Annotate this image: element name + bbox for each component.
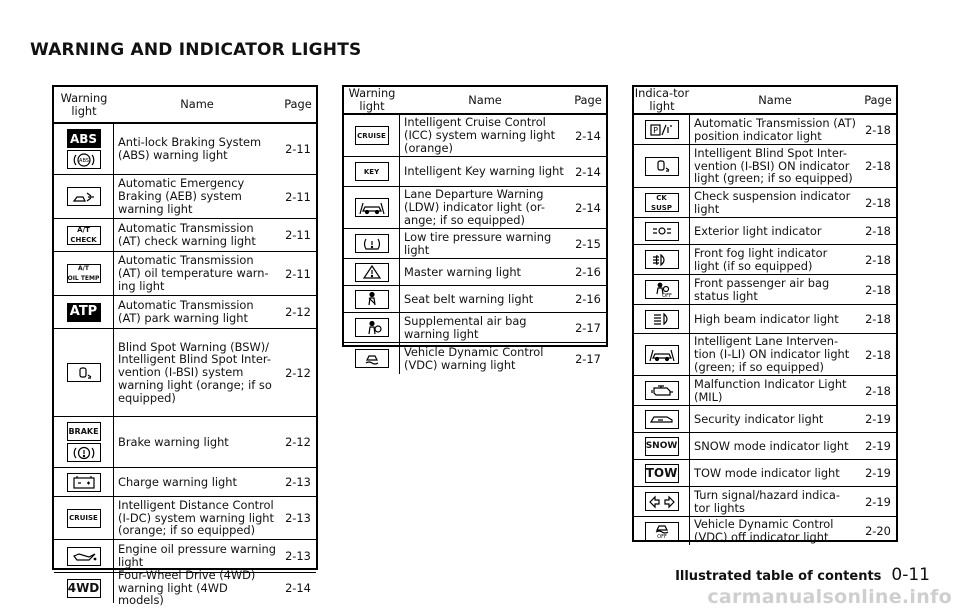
light-name: Seat belt warning light [404, 291, 534, 306]
table-header [634, 87, 896, 115]
indicator-lights-table [632, 85, 898, 542]
light-name: Four-Wheel Drive (4WD) warning light (4WD models) [118, 567, 256, 608]
svg-text:OFF: OFF [661, 292, 672, 298]
header-page: Page [284, 97, 312, 112]
page-footer [675, 565, 930, 585]
table-row [634, 516, 896, 545]
light-icon-cell [344, 229, 400, 258]
page-reference[interactable]: 2-11 [285, 189, 311, 204]
table-row [344, 258, 606, 285]
page-reference[interactable]: 2-13 [285, 511, 311, 525]
security-car-icon [645, 410, 679, 429]
light-icon-cell [344, 115, 400, 156]
footer-section-label: Illustrated table of contents [675, 569, 882, 584]
page-reference[interactable]: 2-19 [865, 412, 891, 426]
table-body [54, 124, 316, 608]
snow-icon: SNOW [645, 437, 679, 456]
page-reference[interactable]: 2-12 [285, 365, 311, 380]
light-name: Automatic Transmission (AT) oil temperature warn-ing light [118, 253, 269, 293]
light-name: TOW mode indicator light [694, 465, 840, 480]
table-row [344, 312, 606, 342]
table-row [54, 567, 316, 608]
vdc-icon [355, 349, 389, 368]
light-icon-cell [634, 145, 690, 187]
abs-circle-icon [67, 150, 101, 169]
page-reference[interactable]: 2-17 [575, 320, 601, 335]
4wd-icon: 4WD [67, 579, 101, 598]
light-icon-cell [344, 187, 400, 228]
page-reference[interactable]: 2-11 [285, 142, 311, 156]
light-icon-cell [634, 487, 690, 516]
page-reference[interactable]: 2-15 [575, 236, 601, 251]
light-name: Check suspension indicator light [694, 188, 851, 216]
light-icon-cell [54, 175, 114, 218]
warning-lights-table-2 [342, 85, 608, 372]
light-name: Front passenger air bag status light [694, 275, 830, 303]
light-name: Brake warning light [118, 434, 229, 449]
ck-susp-icon: CK SUSP [645, 193, 679, 212]
page-reference[interactable]: 2-18 [865, 224, 891, 238]
seat-belt-icon [355, 290, 389, 309]
header-warning-light: Warning light [60, 90, 108, 118]
tire-pressure-icon [355, 234, 389, 253]
airbag-icon [355, 318, 389, 337]
light-icon-cell [634, 517, 690, 545]
light-name: Intelligent Blind Spot Inter-vention (I-BSI) ON indicator light (green; if so equipped) [694, 145, 853, 186]
page-reference[interactable]: 2-19 [865, 494, 891, 509]
page-reference[interactable]: 2-19 [865, 439, 891, 453]
page-reference[interactable]: 2-14 [285, 581, 311, 595]
light-icon-cell [634, 334, 690, 375]
light-icon-cell [344, 313, 400, 342]
light-name: Master warning light [404, 264, 521, 279]
page-reference[interactable]: 2-18 [865, 282, 891, 297]
light-icon-cell [634, 275, 690, 304]
light-name: Malfunction Indicator Light (MIL) [694, 376, 847, 404]
svg-text:P: P [652, 125, 658, 135]
page-reference[interactable]: 2-16 [575, 265, 601, 279]
bsw-icon [67, 363, 101, 382]
table-row [344, 186, 606, 228]
table-row [634, 486, 896, 516]
brake-circle-icon [67, 443, 101, 462]
light-name: Vehicle Dynamic Control (VDC) warning light [404, 344, 544, 372]
page-reference[interactable]: 2-18 [865, 195, 891, 210]
table-row [344, 285, 606, 312]
table-row [344, 342, 606, 374]
battery-icon [67, 473, 101, 492]
light-name: SNOW mode indicator light [694, 438, 849, 453]
light-name: Intelligent Distance Control (I-DC) system warning light (orange; if so equipped) [118, 497, 274, 538]
light-name: Low tire pressure warning light [404, 229, 552, 257]
light-icon-cell [54, 468, 114, 496]
light-icon-cell [54, 124, 114, 174]
watermark: carmanualsonline.info [707, 586, 952, 608]
light-icon-cell [54, 252, 114, 295]
page-reference[interactable]: 2-11 [285, 266, 311, 281]
atp-icon: ATP [67, 303, 101, 322]
page-reference[interactable]: 2-18 [865, 312, 891, 326]
light-name: Blind Spot Warning (BSW)/ Intelligent Blind Spot Inter-vention (I-BSI) system warning light (orange; if so equipped) [118, 339, 272, 405]
light-icon-cell [634, 305, 690, 333]
page-reference[interactable]: 2-11 [285, 228, 311, 242]
high-beam-icon [645, 310, 679, 329]
table-row [634, 459, 896, 486]
light-name: Anti-lock Braking System (ABS) warning light [118, 135, 262, 162]
light-icon-cell [634, 115, 690, 144]
table-row [634, 144, 896, 187]
page-reference[interactable]: 2-14 [575, 128, 601, 143]
page-reference[interactable]: 2-14 [575, 164, 601, 179]
fog-light-icon [645, 250, 679, 269]
table-row [344, 156, 606, 186]
table-row [54, 328, 316, 416]
light-name: Automatic Transmission (AT) park warning light [118, 298, 254, 325]
light-icon-cell [344, 157, 400, 186]
table-row [344, 228, 606, 258]
header-warning-light: Warning light [348, 86, 396, 113]
page-reference[interactable]: 2-13 [285, 549, 311, 563]
light-name: Automatic Emergency Braking (AEB) system warning light [118, 176, 245, 216]
exterior-light-icon [645, 222, 679, 241]
at-position-icon [645, 120, 679, 139]
header-name: Name [180, 97, 214, 112]
table-row [634, 405, 896, 432]
table-row [54, 496, 316, 539]
table-row [54, 295, 316, 328]
light-icon-cell [634, 460, 690, 486]
cruise-icon: CRUISE [67, 509, 101, 528]
table-row [54, 251, 316, 295]
oil-can-icon [67, 547, 101, 566]
light-icon-cell [344, 259, 400, 285]
table-row [54, 218, 316, 251]
light-icon-cell [634, 406, 690, 432]
page-reference[interactable]: 2-18 [865, 159, 891, 173]
light-name: Automatic Transmission (AT) position indicator light [694, 115, 856, 143]
table-row [634, 115, 896, 144]
light-name: Vehicle Dynamic Control (VDC) off indicator light [694, 517, 834, 544]
table-row [634, 244, 896, 274]
aeb-icon [67, 187, 101, 206]
tow-icon: TOW [645, 464, 679, 483]
brake-text-icon: BRAKE [67, 422, 101, 441]
light-icon-cell [634, 218, 690, 244]
page-reference[interactable]: 2-20 [865, 524, 891, 538]
table-row [344, 115, 606, 156]
table-row [634, 274, 896, 304]
table-row [54, 124, 316, 174]
light-name: Automatic Transmission (AT) check warning light [118, 221, 256, 248]
light-name: Front fog light indicator light (if so equipped) [694, 245, 828, 273]
page-reference[interactable]: 2-14 [575, 200, 601, 215]
page-reference[interactable]: 2-18 [865, 122, 891, 137]
at-oil-temp-icon: A/T OIL TEMP [67, 264, 100, 282]
master-warning-icon [355, 263, 389, 282]
light-icon-cell [634, 188, 690, 217]
table-row [54, 416, 316, 467]
light-name: Charge warning light [118, 474, 237, 489]
svg-text:OFF: OFF [656, 534, 667, 539]
table-body [634, 115, 896, 545]
engine-icon [645, 381, 679, 400]
light-name: Intelligent Key warning light [404, 164, 564, 179]
light-icon-cell [54, 540, 114, 572]
table-header [54, 87, 316, 124]
ldw-icon [355, 198, 389, 217]
page-reference[interactable]: 2-12 [285, 435, 311, 449]
bsi-icon [645, 157, 679, 176]
light-icon-cell [634, 433, 690, 459]
lane-intervention-icon [645, 345, 679, 364]
passenger-airbag-off-icon [645, 280, 679, 299]
page-reference[interactable]: 2-19 [865, 466, 891, 480]
header-name: Name [468, 92, 502, 107]
light-name: Exterior light indicator [694, 223, 822, 238]
at-check-icon: A/T CHECK [67, 226, 101, 245]
turn-signal-icon [645, 492, 679, 511]
table-row [634, 217, 896, 244]
header-page: Page [864, 92, 892, 107]
light-icon-cell [54, 329, 114, 416]
light-name: Engine oil pressure warning light [118, 542, 277, 569]
table-row [54, 467, 316, 496]
light-icon-cell [54, 573, 114, 603]
vdc-off-icon [645, 522, 679, 541]
light-name: Lane Departure Warning (LDW) indicator light (or-ange; if so equipped) [404, 187, 545, 227]
light-icon-cell [344, 343, 400, 374]
cruise-icon: CRUISE [355, 126, 389, 145]
table-header [344, 87, 606, 115]
table-body [344, 115, 606, 374]
key-icon: KEY [355, 162, 389, 181]
page-reference[interactable]: 2-16 [575, 292, 601, 306]
light-icon-cell [634, 245, 690, 274]
page-reference[interactable]: 2-18 [865, 347, 891, 362]
page-reference[interactable]: 2-18 [865, 252, 891, 267]
svg-text:ABS: ABS [78, 157, 89, 164]
light-icon-cell [54, 296, 114, 328]
footer-page-number: 0-11 [891, 565, 930, 585]
light-name: Security indicator light [694, 411, 824, 426]
header-page: Page [574, 92, 602, 107]
light-name: Supplemental air bag warning light [404, 313, 527, 341]
table-row [634, 375, 896, 405]
light-icon-cell [344, 286, 400, 312]
light-icon-cell [54, 417, 114, 467]
warning-lights-table-1 [52, 85, 318, 608]
table-row [54, 174, 316, 218]
page-reference[interactable]: 2-17 [575, 351, 601, 366]
table-row [634, 187, 896, 217]
header-name: Name [758, 92, 792, 107]
table-row [634, 304, 896, 333]
page-reference[interactable]: 2-18 [865, 383, 891, 398]
table-row [634, 333, 896, 375]
light-icon-cell [634, 376, 690, 405]
light-name: High beam indicator light [694, 311, 839, 326]
light-icon-cell [54, 497, 114, 539]
light-name: Intelligent Lane Interven-tion (I-LI) ON indicator light (green; if so equipped) [694, 334, 850, 374]
page-reference[interactable]: 2-12 [285, 305, 311, 319]
light-name: Turn signal/hazard indica-tor lights [694, 487, 840, 515]
abs-solid-icon: ABS [67, 129, 101, 148]
table-row [634, 432, 896, 459]
light-name: Intelligent Cruise Control (ICC) system warning light (orange) [404, 115, 556, 155]
page-reference[interactable]: 2-13 [285, 475, 311, 489]
light-icon-cell [54, 219, 114, 251]
header-indicator-light: Indica-tor light [634, 86, 690, 113]
page-title: WARNING AND INDICATOR LIGHTS [30, 40, 362, 60]
